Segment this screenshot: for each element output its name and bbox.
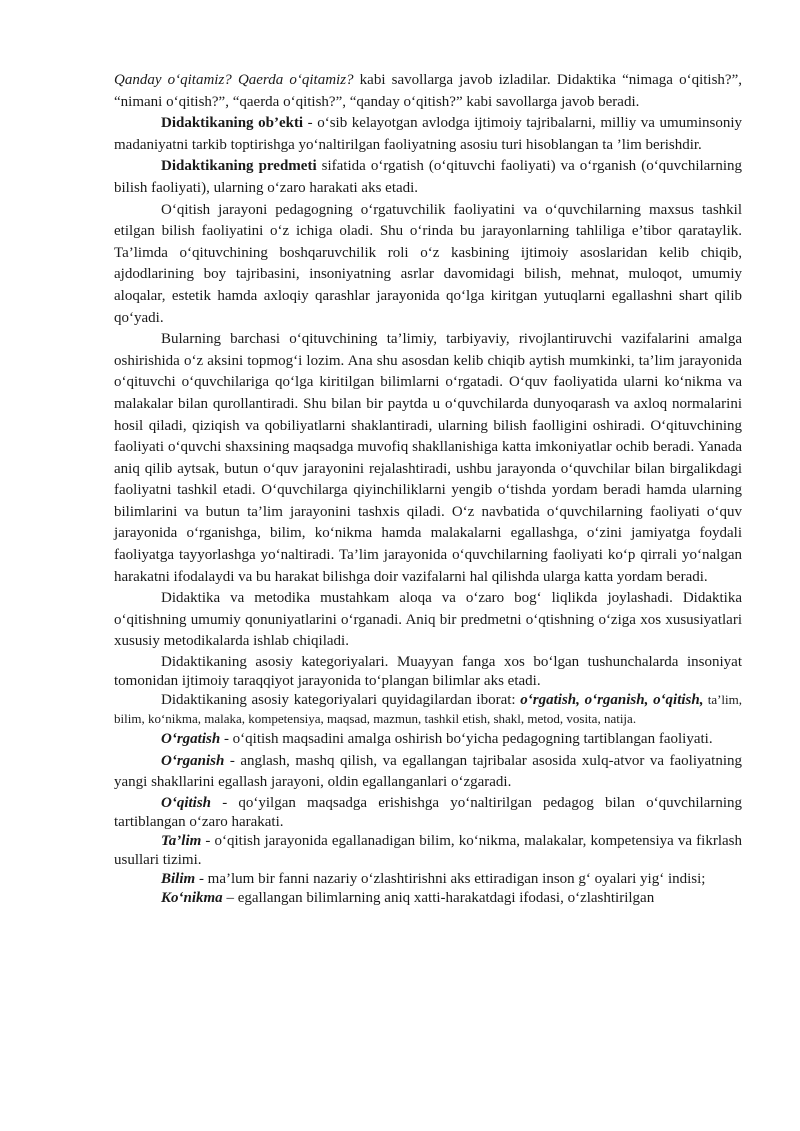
- categories-emphasis: o‘rgatish, o‘rganish, o‘qitish,: [520, 692, 704, 709]
- categories-small-list: ta’lim, bilim, ko‘nikma, malaka, kompetensiya, maqsad, mazmun, tashkil etish, shakl, metod, vosita, natija.: [114, 692, 743, 727]
- term-orgatish: O‘rgatish: [161, 731, 221, 748]
- definition-konikma: [114, 889, 742, 908]
- term-oqitish: O‘qitish: [161, 794, 212, 811]
- oqitish-text: - qo‘yilgan maqsadga erishishga yo‘naltirilgan pedagog bilan o‘quvchilarning tartiblangan o‘zaro harakati.: [114, 794, 742, 830]
- intro-questions: Qanday o‘qitamiz? Qaerda o‘qitamiz?: [114, 72, 354, 88]
- paragraph-methodology: Didaktika va metodika mustahkam aloqa va o‘zaro bog‘ liqlikda joylashadi. Didaktika o‘qitishning umumiy qonuniyatlarini o‘rganadi. Aniq bir predmetni o‘qtishning o‘ziga xos xususiyatlari xususiy metodikalarda ishlab chiqiladi.: [114, 590, 742, 650]
- konikma-text: – egallangan bilimlarning aniq xatti-harakatdagi ifodasi, o‘zlashtirilgan: [222, 889, 655, 906]
- talim-text: - o‘qitish jarayonida egallanadigan bilim, ko‘nikma, malakalar, kompetensiya va fikrlash usullari tizimi.: [114, 832, 742, 868]
- document-body: [114, 70, 742, 908]
- bilim-text: - ma’lum bir fanni nazariy o‘zlashtirishni aks ettiradigan inson g‘ oyalari yig‘ indisi;: [195, 870, 706, 887]
- paragraph-teaching-process: O‘qitish jarayoni pedagogning o‘rgatuvchilik faoliyatini va o‘quvchilarning maxsus tashkil etilgan bilish faoliyatini o‘z ichiga oladi. Shu o‘rinda bu jarayonlarning tahliliga e’tibor qarataylik. Ta’limda o‘qituvchining boshqaruvchilik roli o‘z kasbining ijtimoiy asoslaridan kelib chiqib, ajdodlarining boy tajribasini, insoniyatning asrlar davomidagi bilish, mehnat, muloqot, umumiy aloqalar, estetik hamda axloqiy qarashlar jarayonida qo‘lga kiritgan yutuqlarni egallashni shart qilib qo‘yadi.: [114, 201, 742, 326]
- definition-organish: [114, 751, 742, 794]
- paragraph-categories-intro: Didaktikaning asosiy kategoriyalari. Muayyan fanga xos bo‘lgan tushunchalarda insoniyat tomonidan ijtimoiy taraqqiyot jarayonida to‘plangan bilimlar aks etadi.: [114, 654, 742, 690]
- term-subject: Didaktikaning predmeti: [161, 158, 317, 175]
- organish-text: - anglash, mashq qilish, va egallangan tajribalar asosida xulq-atvor va faoliyatning yangi shakllarini egallash jarayoni, oldin egallanganlari o‘zgaradi.: [114, 752, 742, 791]
- definition-bilim: [114, 870, 742, 889]
- term-konikma: Ko‘nikma: [161, 889, 223, 906]
- subject-text: sifatida o‘rgatish (o‘qituvchi faoliyati) va o‘rganish (o‘quvchilarning bilish faoliyati), ularning o‘zaro harakati aks etadi.: [114, 158, 742, 196]
- paragraph-intro: [114, 70, 742, 113]
- object-text: - o‘sib kelayotgan avlodga ijtimoiy tajribalarni, milliy va umuminsoniy madaniyatni tarkib toptirishga yo‘naltirilgan faoliyatning asosiu turi hisoblangan ta ’lim berishdir.: [114, 115, 742, 153]
- paragraph-teacher-functions: Bularning barchasi o‘qituvchining ta’limiy, tarbiyaviy, rivojlantiruvchi vazifalarini amalga oshirishida o‘z aksini topmog‘i lozim. Ana shu asosdan kelib chiqib aytish mumkinki, ta’lim jarayonida o‘qituvchi o‘quvchilariga qo‘lga kiritilgan bilimlarni o‘rgatadi. O‘quv faoliyatida ularni ko‘nikma va malakalar bilan qurollantiradi. Shu bilan bir paytda u o‘quvchilarda dunyoqarash va axloq normalarini hosil qiladi, qiziqish va qobiliyatlarni shaklantiradi, ularning bilish faolligini oshiradi. O‘qituvchining faoliyati o‘quvchi shaxsining maqsadga muvofiq shakllanishiga katta imkoniyatlar ochib beradi. Yanada aniq qilib aytsak, butun o‘quv jarayonini rejalashtiradi, ushbu jarayonda o‘quvchilar bilan birgalikdagi faoliyatni tashkil etadi. O‘quvchilarga qiyinchiliklarni yengib o‘tishda yordam beradi hamda ularning bilimlarini va butun ta’lim jarayonini tashxis qiladi. O‘z navbatida o‘quvchilarning faoliyati o‘quv jarayonida o‘rganishga, bilim, ko‘nikma hamda malakalarni egallashga, o‘zini jamiyatga foydali faoliyatga tayyorlashga yo‘naltiradi. Ta’lim jarayonida o‘quvchilarning faoliyati ko‘p qirrali yo‘nalgan harakatni ifodalaydi va bu harakat bilishga doir vazifalarni hal qilishda ularga katta yordam beradi.: [114, 331, 742, 585]
- term-talim: Ta’lim: [161, 832, 202, 849]
- term-bilim: Bilim: [161, 870, 196, 887]
- orgatish-text: - o‘qitish maqsadini amalga oshirish bo‘yicha pedagogning tartiblangan faoliyati.: [220, 731, 713, 748]
- term-object: Didaktikaning ob’ekti: [161, 115, 304, 132]
- definition-talim: [114, 832, 742, 870]
- intro-text: kabi savollarga javob izladilar. Didaktika “nimaga o‘qitish?”, “nimani o‘qitish?”, “qaerda o‘qitish?”, “qanday o‘qitish?” kabi savollarga javob beradi.: [114, 72, 742, 110]
- definition-oqitish: [114, 794, 742, 832]
- paragraph-subject: [114, 156, 742, 199]
- paragraph-categories-list: [114, 691, 742, 729]
- paragraph-object: [114, 113, 742, 156]
- definition-orgatish: [114, 729, 742, 751]
- term-organish: O‘rganish: [161, 752, 225, 769]
- categories-text: Didaktikaning asosiy kategoriyalari quyidagilardan iborat:: [161, 692, 521, 709]
